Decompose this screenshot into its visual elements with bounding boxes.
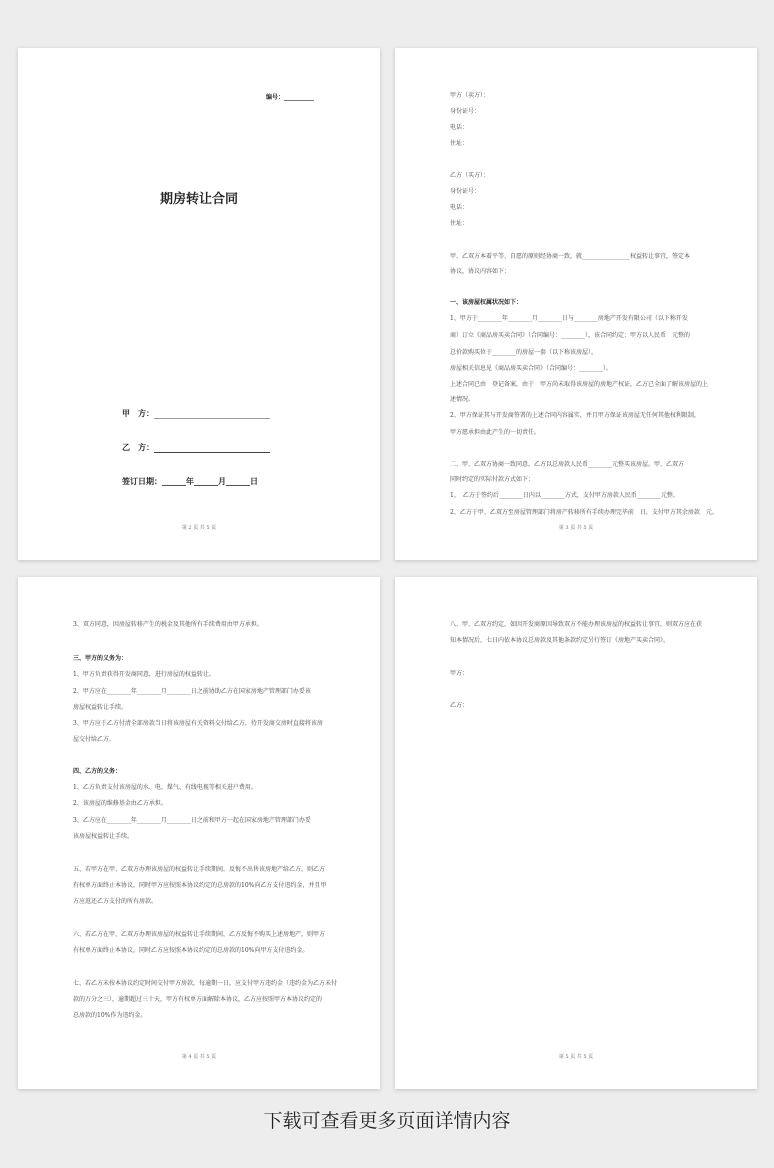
text-line: 有权单方面终止本协议，同时乙方应按照本协议约定的总房款的10%向甲方支付违约金。 bbox=[73, 947, 309, 954]
text-line: 方应返还乙方支付的所有房款。 bbox=[73, 898, 158, 905]
text-line: 该房屋权益转让手续。 bbox=[73, 833, 134, 840]
text-line: 知本情况后，七日内依本协议总房款及其他条款约定另行签订《房地产买卖合同》。 bbox=[450, 637, 670, 644]
page-number: 第 4 页 共 5 页 bbox=[181, 1054, 217, 1060]
text-line: 2、甲方保证其与开发商签署的上述合同内容属实，并且甲方保证该房屋无任何其他权利限制， bbox=[450, 412, 700, 419]
text-line: 住址： bbox=[450, 140, 469, 147]
text-line: 协议，协议内容如下： bbox=[450, 268, 511, 275]
text-line: 八、甲、乙双方约定，如因开发商原因导致双方不能办理该房屋的权益转让事宜，则双方应在获 bbox=[450, 621, 703, 628]
page-number: 第 3 页 共 5 页 bbox=[558, 525, 594, 531]
contract-title: 期房转让合同 bbox=[159, 192, 238, 207]
party-a-label: 甲 方： bbox=[122, 408, 154, 418]
text-line: 商）订立《商品房买卖合同》（合同编号：________），该合同约定：甲方以人民币 元整的 bbox=[450, 332, 691, 339]
text-line: 上述合同已由 登记备案，由于 甲方尚未取得该房屋的房地产权证，乙方已全面了解该房屋的上 bbox=[450, 381, 709, 388]
text-line: 同时约定的实际付款方式如下： bbox=[450, 476, 535, 483]
text-line: 五、若甲方在甲、乙双方办理该房屋的权益转让手续期间，反悔不出售该房地产给乙方，则乙方 bbox=[73, 866, 326, 873]
text-line: 甲、乙双方本着平等、自愿的原则经协商一致，就________________权益转让事宜，签定本 bbox=[450, 253, 691, 260]
text-line: 述情况。 bbox=[450, 396, 475, 403]
text-line: 身份证号： bbox=[450, 188, 481, 195]
text-line: 二、甲、乙双方协商一致同意，乙方以总房款人民币________元整买该房屋。甲、乙双方 bbox=[450, 461, 685, 468]
party-a-signature-label: 甲方： bbox=[450, 670, 469, 677]
text-line: 1、乙方负责支付该房屋的水、电、煤气、有线电视等相关进户费用。 bbox=[73, 784, 257, 791]
document-page-3 bbox=[395, 48, 757, 560]
party-b-underline bbox=[154, 444, 270, 453]
party-b-label: 乙 方： bbox=[122, 442, 154, 452]
section-heading: 四、乙方的义务： bbox=[73, 768, 122, 775]
text-line: 乙方（买方）： bbox=[450, 172, 490, 179]
text-line: 屋交付给乙方。 bbox=[73, 736, 116, 743]
sign-date-line: 签订日期：______年______月______日 bbox=[122, 476, 258, 486]
party-a-underline bbox=[154, 410, 270, 419]
document-page-cover bbox=[18, 48, 380, 560]
party-b-line bbox=[122, 442, 270, 453]
text-line: 身份证号： bbox=[450, 108, 481, 115]
party-b-signature-label: 乙方： bbox=[450, 702, 469, 709]
contract-number-label: 编号：__________ bbox=[266, 94, 315, 101]
document-page-5 bbox=[395, 577, 757, 1089]
text-line: 3、双方同意，因房屋转移产生的税金及其他所有手续费用由甲方承担。 bbox=[73, 621, 263, 628]
text-line: 2、该房屋的维修基金由乙方承担。 bbox=[73, 800, 167, 807]
text-line: 甲方（卖方）： bbox=[450, 92, 490, 99]
text-line: 房屋相关信息见《商品房买卖合同》（合同编号：________）。 bbox=[450, 365, 613, 372]
document-page-4 bbox=[18, 577, 380, 1089]
text-line: 3、甲方应于乙方付清全部房款当日将该房屋有关资料交付给乙方，待开发商交房时直接将该房 bbox=[73, 720, 323, 727]
text-line: 2、甲方应在________年________月________日之前协助乙方在国家房地产管理部门办妥该 bbox=[73, 688, 311, 695]
text-line: 总价款购买位于________的房屋一套（以下称该房屋）。 bbox=[450, 349, 598, 356]
page-number: 第 2 页 共 5 页 bbox=[181, 525, 217, 531]
text-line: 房屋权益转让手续。 bbox=[73, 704, 128, 711]
text-line: 有权单方面终止本协议，同时甲方应按照本协议约定的总房款的10%向乙方支付违约金，并且甲 bbox=[73, 882, 327, 889]
text-line: 电话： bbox=[450, 124, 469, 131]
text-line: 电话： bbox=[450, 204, 469, 211]
text-line: 1、甲方于________年________月________日与________房地产开发有限公司（以下称开发 bbox=[450, 315, 688, 322]
text-line: 2、乙方于甲、乙双方至房屋管理部门将房产转移所有手续办理完毕前 日，支付甲方其余房款 元。 bbox=[450, 509, 718, 516]
section-heading: 一、该房屋权属状况如下： bbox=[450, 299, 523, 306]
text-line: 七、若乙方未按本协议约定时间交付甲方房款，每逾期一日，应支付甲方违约金（违约金为乙方未付 bbox=[73, 980, 338, 987]
section-heading: 三、甲方的义务为： bbox=[73, 655, 128, 662]
text-line: 款的万分之三），逾期超过三十天，甲方有权单方面解除本协议，乙方应按照甲方本协议约定的 bbox=[73, 996, 323, 1003]
download-caption: 下载可查看更多页面详情内容 bbox=[263, 1110, 511, 1132]
text-line: 3、乙方应在________年________月________日之前和甲方一起在国家房地产管理部门办妥 bbox=[73, 817, 311, 824]
text-line: 甲方愿承担由此产生的一切责任。 bbox=[450, 429, 541, 436]
text-line: 住址： bbox=[450, 220, 469, 227]
text-line: 1、甲方负责获得开发商同意，进行房屋的权益转让。 bbox=[73, 671, 215, 678]
text-line: 总房款的10%作为违约金。 bbox=[73, 1012, 147, 1019]
text-line: 1、 乙方于签约后________日内以________方式，支付甲方房款人民币________元整。 bbox=[450, 492, 679, 499]
text-line: 六、若乙方在甲、乙双方办理该房屋的权益转让手续期间，乙方反悔不购买上述房地产，则甲方 bbox=[73, 931, 326, 938]
page-number: 第 5 页 共 5 页 bbox=[558, 1054, 594, 1060]
party-a-line bbox=[122, 408, 270, 419]
